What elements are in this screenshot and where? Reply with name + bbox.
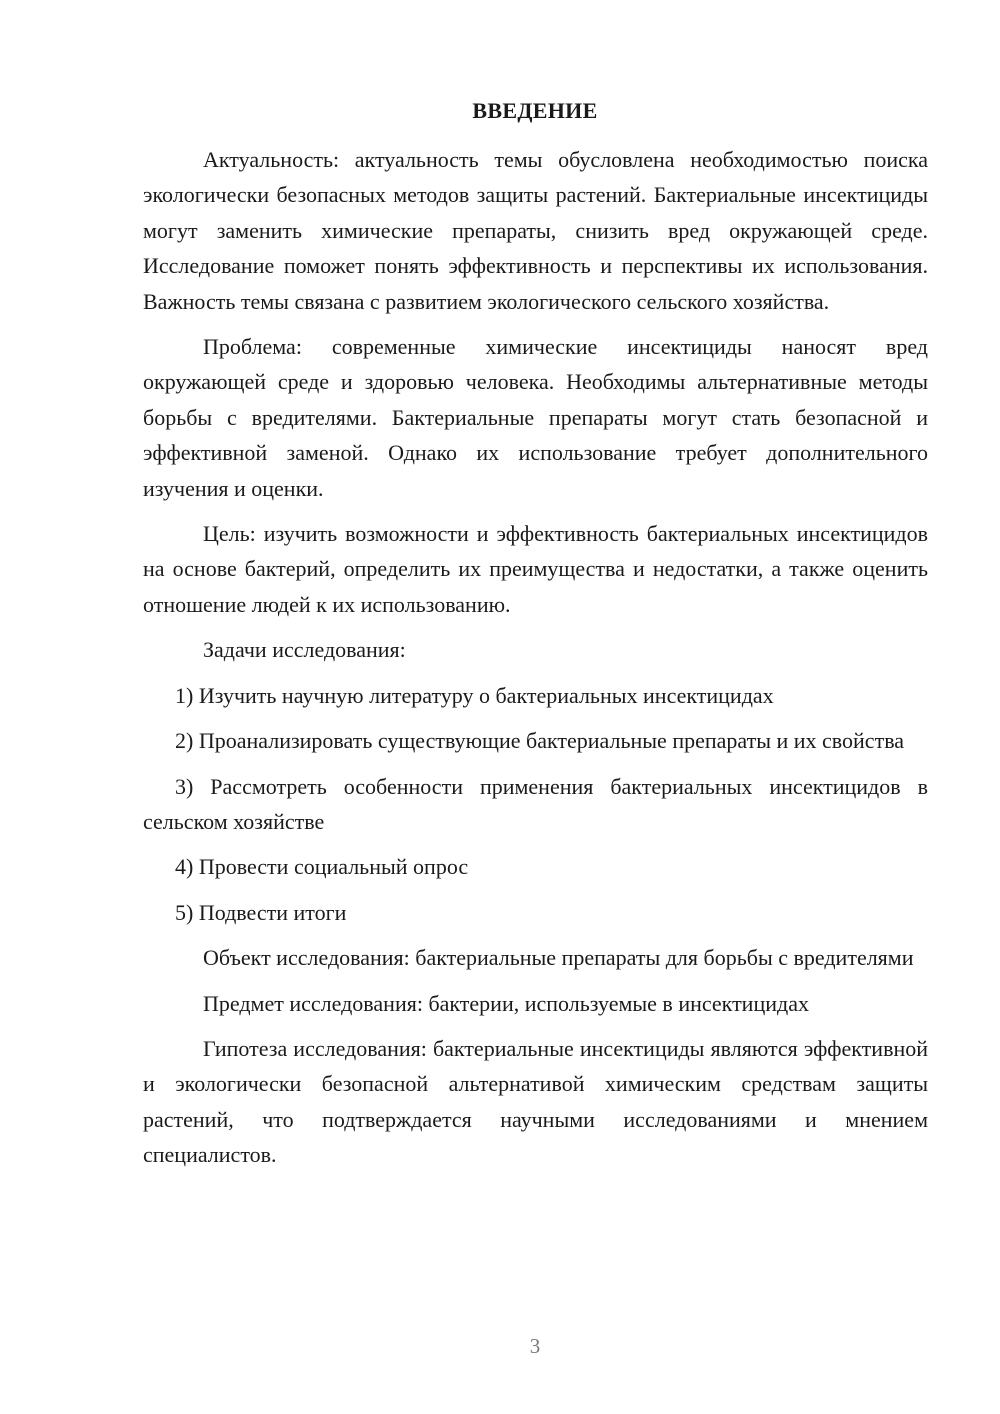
page-number: 3 xyxy=(529,1334,541,1358)
document-body xyxy=(143,142,928,1183)
paragraph-relevance: Актуальность: актуальность темы обусловлена необходимостью поиска экологически безопасных методов защиты растений. Бактериальные инсектициды могут заменить химические препараты, снизить вред окружающей среде. Исследование поможет понять эффективность и перспективы их использования. Важность темы связана с развитием экологического сельского хозяйства. xyxy=(143,147,928,314)
paragraph-hypothesis: Гипотеза исследования: бактериальные инсектициды являются эффективной и экологически безопасной альтернативой химическим средствам защиты растений, что подтверждается научными исследованиями и мнением специалистов. xyxy=(143,1035,928,1168)
paragraph-goal: Цель: изучить возможности и эффективность бактериальных инсектицидов на основе бактерий, определить их преимущества и недостатки, а также оценить отношение людей к их использованию. xyxy=(143,521,928,617)
paragraph-tasks-heading: Задачи исследования: xyxy=(203,637,406,663)
task-item: 5) Подвести итоги xyxy=(175,899,347,925)
paragraph-object: Объект исследования: бактериальные препараты для борьбы с вредителями xyxy=(203,945,914,971)
task-item: 3) Рассмотреть особенности применения бактериальных инсектицидов в сельском хозяйстве xyxy=(143,773,928,834)
task-item: 2) Проанализировать существующие бактериальные препараты и их свойства xyxy=(175,728,905,754)
paragraph-problem: Проблема: современные химические инсектициды наносят вред окружающей среде и здоровью человека. Необходимы альтернативные методы борьбы с вредителями. Бактериальные препараты могут стать безопасной и эффективной заменой. Однако их использование требует дополнительного изучения и оценки. xyxy=(143,334,928,501)
paragraph-subject: Предмет исследования: бактерии, используемые в инсектицидах xyxy=(203,990,809,1016)
task-item: 1) Изучить научную литературу о бактериальных инсектицидах xyxy=(175,682,774,708)
task-item: 4) Провести социальный опрос xyxy=(175,854,469,880)
page-title: ВВЕДЕНИЕ xyxy=(472,98,598,123)
